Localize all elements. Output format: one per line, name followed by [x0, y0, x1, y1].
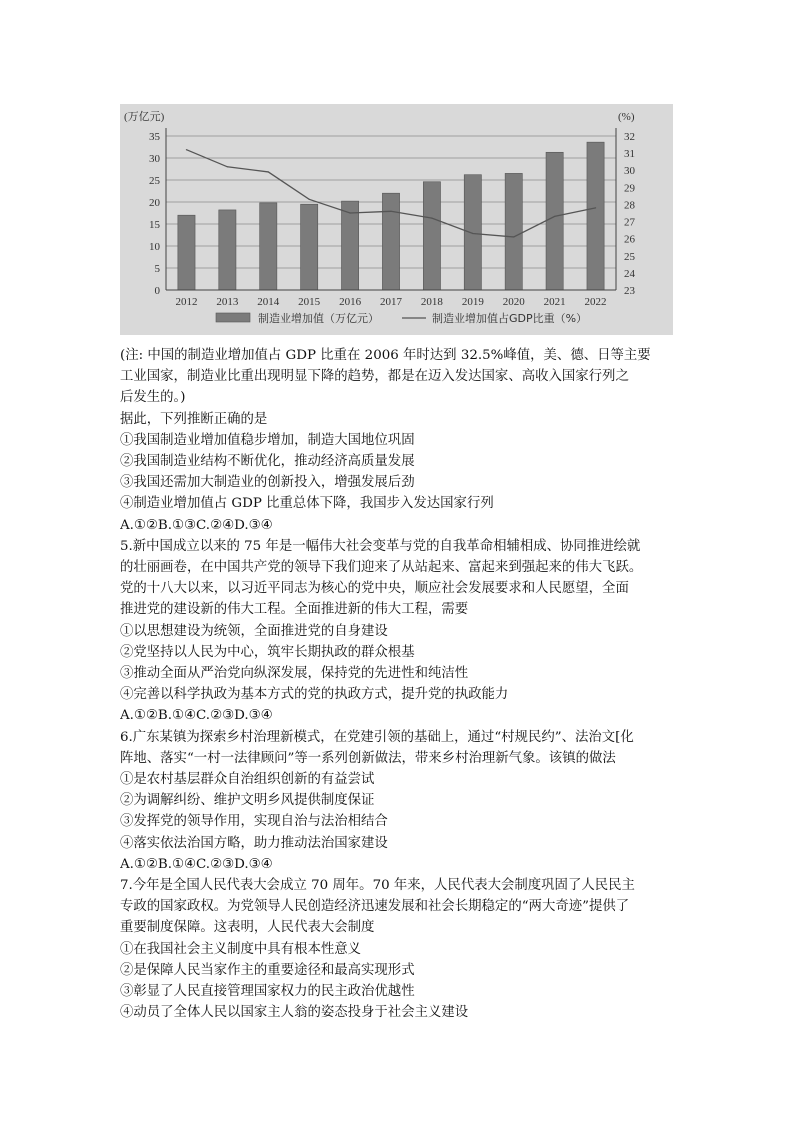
- right-tick-label: 27: [624, 216, 635, 229]
- right-tick-label: 23: [624, 285, 635, 297]
- right-tick-label: 30: [624, 165, 635, 178]
- question-stem-line: 6.广东某镇为探索乡村治理新模式，在党建引领的基础上，通过“村规民约”、法治文[化: [120, 729, 634, 745]
- option-3: ③发挥党的领导作用，实现自治与法治相结合: [120, 814, 388, 830]
- category-label: 2020: [502, 296, 525, 308]
- category-label: 2016: [339, 296, 362, 308]
- left-tick-label: 20: [149, 197, 160, 209]
- question-stem-line: 党的十八大以来，以习近平同志为核心的党中央，顺应社会发展要求和人民愿望，全面: [120, 581, 629, 597]
- right-tick-label: 26: [624, 233, 635, 246]
- line-point: [268, 171, 269, 172]
- question-4: [120, 409, 680, 536]
- category-label: 2019: [461, 296, 484, 308]
- chart-note: [120, 345, 680, 409]
- manufacturing-chart: [120, 104, 673, 335]
- question-text: [120, 345, 680, 1024]
- question-stem-line: 阵地、落实“一村一法律顾问”等一系列创新做法，带来乡村治理新气象。该镇的做法: [120, 750, 616, 766]
- legend-line-label: 制造业增加值占GDP比重（%）: [432, 312, 588, 325]
- line-point: [472, 233, 473, 234]
- category-label: 2022: [584, 296, 607, 308]
- question-stem-line: 推进党的建设新的伟大工程。全面推进新的伟大工程，需要: [120, 602, 469, 618]
- question-6: [120, 727, 680, 875]
- option-4: ④落实依法治国方略，助力推动法治国家建设: [120, 835, 388, 851]
- left-tick-label: 5: [154, 263, 160, 275]
- question-stem-line: 5.新中国成立以来的 75 年是一幅伟大社会变革与党的自我革命相辅相成、协同推进绘就: [120, 538, 641, 554]
- left-tick-label: 0: [154, 285, 160, 297]
- option-1: ①以思想建设为统领，全面推进党的自身建设: [120, 623, 388, 639]
- category-label: 2014: [257, 296, 280, 308]
- left-tick-label: 25: [149, 175, 160, 187]
- line-point: [349, 212, 350, 213]
- answer-choices: A.①②B.①③C.②④D.③④: [120, 517, 273, 533]
- option-3: ③我国还需加大制造业的创新投入，增强发展后劲: [120, 475, 415, 491]
- answer-choices: A.①②B.①④C.②③D.③④: [120, 856, 273, 872]
- bar: [342, 201, 359, 290]
- option-3: ③彰显了人民直接管理国家权力的民主政治优越性: [120, 984, 415, 1000]
- question-stem-line: 重要制度保障。这表明，人民代表大会制度: [120, 920, 375, 936]
- left-tick-label: 15: [149, 219, 160, 231]
- right-tick-label: 28: [624, 199, 635, 212]
- note-line: 后发生的。): [120, 390, 186, 406]
- question-stem: 据此，下列推断正确的是: [120, 411, 268, 427]
- question-stem-line: 专政的国家政权。为党领导人民创造经济迅速发展和社会长期稳定的“两大奇迹”提供了: [120, 899, 630, 915]
- question-stem-line: 7.今年是全国人民代表大会成立 70 周年。70 年来，人民代表大会制度巩固了人民民主: [120, 878, 635, 894]
- bar: [587, 142, 604, 290]
- option-1: ①是农村基层群众自治组织创新的有益尝试: [120, 772, 375, 788]
- option-3: ③推动全面从严治党向纵深发展，保持党的先进性和纯洁性: [120, 666, 469, 682]
- right-tick-label: 24: [624, 267, 635, 280]
- bar: [505, 173, 522, 290]
- chart-svg: [120, 104, 673, 335]
- bar: [546, 152, 563, 290]
- option-4: ④动员了全体人民以国家主人翁的姿态投身于社会主义建设: [120, 1005, 469, 1021]
- note-line: 工业国家，制造业比重出现明显下降的趋势，都是在迈入发达国家、高收入国家行列之: [120, 369, 629, 385]
- line-point: [554, 216, 555, 217]
- option-4: ④制造业增加值占 GDP 比重总体下降，我国步入发达国家行列: [120, 496, 494, 512]
- legend-bar-swatch: [216, 313, 250, 322]
- option-1: ①我国制造业增加值稳步增加，制造大国地位巩固: [120, 432, 415, 448]
- right-tick-label: 32: [624, 131, 635, 143]
- line-point: [595, 207, 596, 208]
- question-7: [120, 875, 680, 1023]
- question-stem-line: 的壮丽画卷，在中国共产党的领导下我们迎来了从站起来、富起来到强起来的伟大飞跃。: [120, 560, 643, 576]
- left-tick-label: 10: [149, 241, 160, 253]
- category-label: 2021: [543, 296, 566, 308]
- line-point: [431, 218, 432, 219]
- option-2: ②党坚持以人民为中心，筑牢长期执政的群众根基: [120, 644, 415, 660]
- option-2: ②是保障人民当家作主的重要途径和最高实现形式: [120, 962, 415, 978]
- legend-bar-label: 制造业增加值（万亿元）: [258, 312, 379, 325]
- category-label: 2015: [298, 296, 321, 308]
- right-tick-label: 31: [624, 148, 635, 161]
- category-label: 2017: [380, 296, 402, 308]
- note-line: (注: 中国的制造业增加值占 GDP 比重在 2006 年时达到 32.5%峰值，美、德、日等主要: [120, 348, 651, 363]
- line-point: [186, 149, 187, 150]
- bar: [382, 193, 399, 290]
- bar: [260, 203, 277, 290]
- left-tick-label: 30: [149, 153, 160, 165]
- left-axis-label: (万亿元): [124, 111, 165, 123]
- category-label: 2012: [175, 296, 198, 308]
- line-point: [227, 166, 228, 167]
- option-2: ②为调解纠纷、维护文明乡风提供制度保证: [120, 793, 375, 809]
- chart-legend: [216, 311, 587, 325]
- bar: [178, 215, 195, 290]
- option-2: ②我国制造业结构不断优化，推动经济高质量发展: [120, 454, 415, 470]
- right-tick-label: 29: [624, 182, 635, 195]
- option-4: ④完善以科学执政为基本方式的党的执政方式，提升党的执政能力: [120, 687, 509, 703]
- right-tick-label: 25: [624, 250, 635, 263]
- bar: [301, 204, 318, 290]
- bar: [464, 175, 481, 290]
- bar: [423, 182, 440, 290]
- category-label: 2013: [216, 296, 239, 308]
- line-point: [513, 236, 514, 237]
- option-1: ①在我国社会主义制度中具有根本性意义: [120, 941, 362, 957]
- left-tick-label: 35: [149, 131, 160, 143]
- answer-choices: A.①②B.①④C.②③D.③④: [120, 708, 273, 724]
- right-axis-label: (%): [618, 111, 635, 123]
- category-label: 2018: [420, 296, 443, 308]
- question-5: [120, 536, 680, 727]
- bar: [219, 210, 236, 290]
- line-point: [390, 211, 391, 212]
- line-point: [309, 199, 310, 200]
